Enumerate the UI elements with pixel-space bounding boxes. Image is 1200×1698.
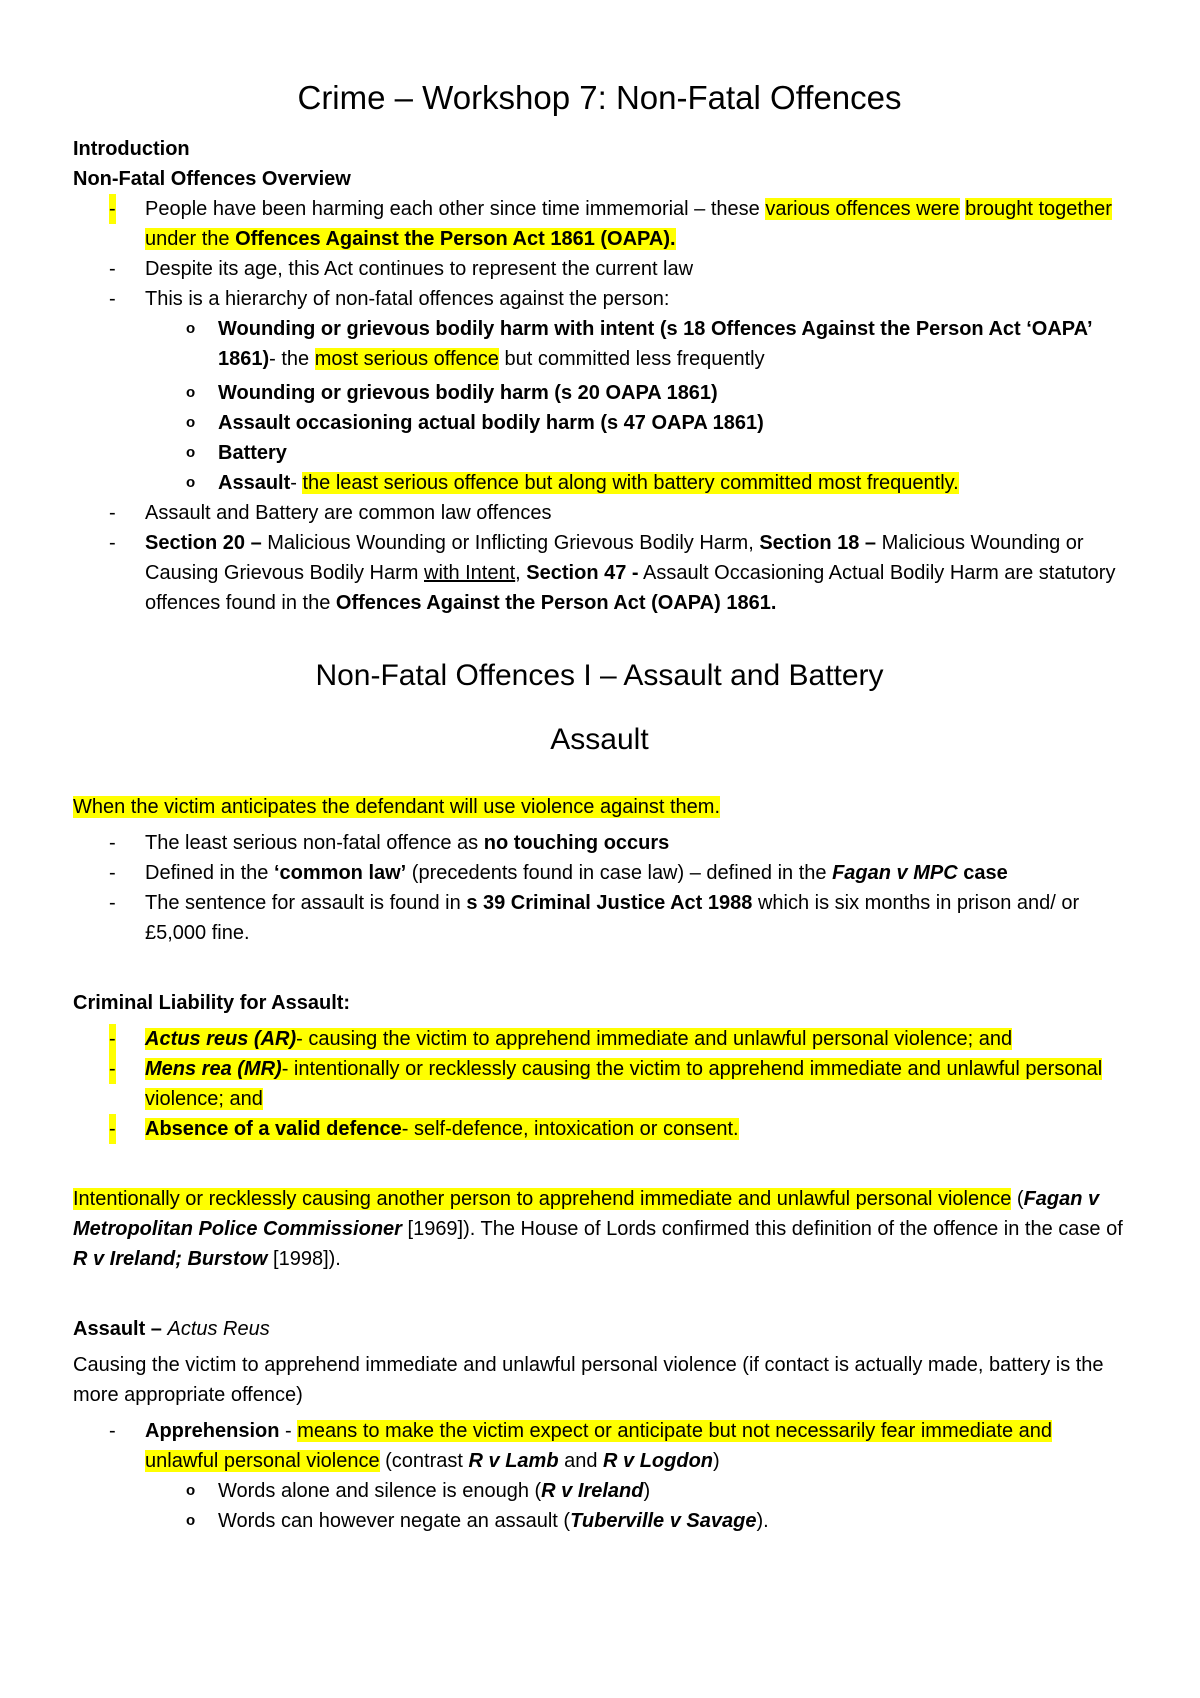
hierarchy-item: o Wounding or grievous bodily harm with intent (s 18 Offences Against the Person Act ‘OAPA’ 1861)- the most serious offence but committed less frequently — [73, 314, 1126, 374]
hierarchy-item: o Assault occasioning actual bodily harm (s 47 OAPA 1861) — [73, 408, 1126, 438]
apprehension-sublist — [145, 1476, 1126, 1536]
assault-definition: When the victim anticipates the defendant will use violence against them. — [73, 796, 721, 818]
circle-bullet-icon: o — [186, 414, 196, 431]
list-item: - This is a hierarchy of non-fatal offences against the person: o Wounding or grievous bodily harm with intent (s 18 Offences Against the Person Act ‘OAPA’ 1861)- the most serious offence but committed less frequently o Wounding or grievous bodily harm (s 20 OAPA 1861) o Assault occasioning actual bodily harm (s 47 OAPA 1861) o Battery o Assault- the least serious offence but along with battery committed most frequently. — [73, 284, 1126, 498]
assault-list — [73, 828, 1126, 948]
circle-bullet-icon: o — [186, 474, 196, 491]
dash-bullet: - — [109, 1054, 116, 1084]
dash-bullet: - — [109, 532, 116, 554]
circle-bullet-icon: o — [186, 1512, 196, 1529]
dash-bullet: - — [109, 1024, 116, 1054]
section-subtitle: Assault — [550, 723, 649, 756]
liability-heading: Criminal Liability for Assault: — [73, 992, 351, 1014]
dash-bullet: - — [109, 288, 116, 310]
list-item: - Section 20 – Malicious Wounding or Inflicting Grievous Bodily Harm, Section 18 – Malicious Wounding or Causing Grievous Bodily Harm with Intent, Section 47 - Assault Occasioning Actual Bodily Harm are statutory offences found in the Offences Against the Person Act (OAPA) 1861. — [73, 528, 1126, 618]
section-title: Non-Fatal Offences I – Assault and Battery — [315, 659, 884, 692]
liability-list — [73, 1024, 1126, 1144]
dash-bullet: - — [109, 502, 116, 524]
introduction-heading: Introduction — [73, 138, 190, 160]
dash-bullet: - — [109, 862, 116, 884]
hierarchy-item: o Wounding or grievous bodily harm (s 20 OAPA 1861) — [73, 378, 1126, 408]
list-item: - Absence of a valid defence- self-defence, intoxication or consent. — [73, 1114, 1126, 1144]
hierarchy-item: o Battery — [73, 438, 1126, 468]
dash-bullet: - — [109, 892, 116, 914]
list-item: - Defined in the ‘common law’ (precedents found in case law) – defined in the Fagan v MPC case — [73, 858, 1126, 888]
circle-bullet-icon: o — [186, 320, 196, 337]
list-item: - The least serious non-fatal offence as no touching occurs — [73, 828, 1126, 858]
sub-item: o Words alone and silence is enough (R v Ireland) — [73, 1476, 1126, 1506]
hierarchy-list — [145, 314, 1126, 498]
list-item: - The sentence for assault is found in s 39 Criminal Justice Act 1988 which is six months in prison and/ or £5,000 fine. — [73, 888, 1126, 948]
dash-bullet: - — [109, 832, 116, 854]
dash-bullet: - — [109, 1114, 116, 1144]
list-item: - Despite its age, this Act continues to represent the current law — [73, 254, 1126, 284]
hierarchy-item: o Assault- the least serious offence but along with battery committed most frequently. — [73, 468, 1126, 498]
list-item: - Actus reus (AR)- causing the victim to apprehend immediate and unlawful personal violence; and — [73, 1024, 1126, 1054]
overview-heading: Non-Fatal Offences Overview — [73, 168, 351, 190]
circle-bullet-icon: o — [186, 444, 196, 461]
list-item: - Mens rea (MR)- intentionally or recklessly causing the victim to apprehend immediate and unlawful personal violence; and — [73, 1054, 1126, 1114]
circle-bullet-icon: o — [186, 384, 196, 401]
definition-paragraph: Intentionally or recklessly causing another person to apprehend immediate and unlawful personal violence (Fagan v Metropolitan Police Commissioner [1969]). The House of Lords confirmed this definition of the offence in the case of R v Ireland; Burstow [1998]). — [73, 1188, 1123, 1270]
list-item: - Apprehension - means to make the victim expect or anticipate but not necessarily fear immediate and unlawful personal violence (contrast R v Lamb and R v Logdon) o Words alone and silence is enough (R v Ireland) o Words can however negate an assault (Tuberville v Savage). — [73, 1416, 1126, 1536]
circle-bullet-icon: o — [186, 1482, 196, 1499]
actus-reus-list — [73, 1416, 1126, 1536]
dash-bullet: - — [109, 258, 116, 280]
overview-list — [73, 194, 1126, 618]
dash-bullet: - — [109, 1420, 116, 1442]
sub-item: o Words can however negate an assault (Tuberville v Savage). — [73, 1506, 1126, 1536]
list-item: - People have been harming each other since time immemorial – these various offences were brought together under the Offences Against the Person Act 1861 (OAPA). — [73, 194, 1126, 254]
document-title: Crime – Workshop 7: Non-Fatal Offences — [297, 79, 902, 116]
actus-reus-heading: Assault – Actus Reus — [73, 1318, 270, 1340]
actus-reus-text: Causing the victim to apprehend immediate and unlawful personal violence (if contact is actually made, battery is the more appropriate offence) — [73, 1354, 1104, 1406]
list-item: - Assault and Battery are common law offences — [73, 498, 1126, 528]
dash-bullet: - — [109, 194, 116, 224]
